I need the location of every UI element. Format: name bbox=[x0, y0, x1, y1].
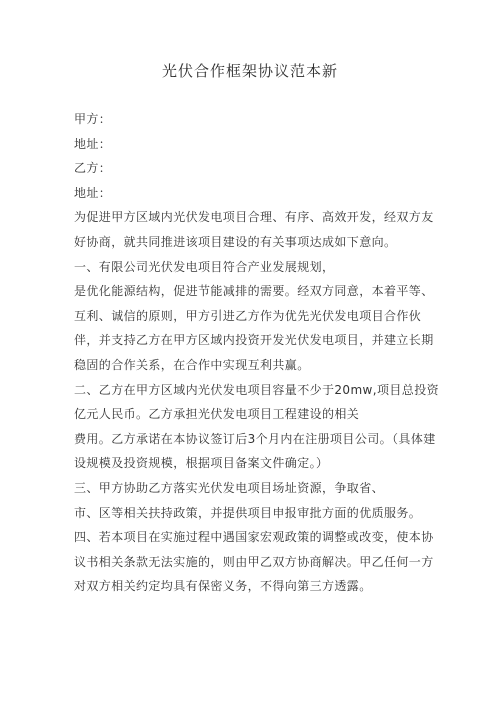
clause-1-line: 一、有限公司光伏发电项目符合产业发展规划， bbox=[74, 259, 335, 274]
clause-1-line: 是优化能源结构，促进节能减排的需要。经双方同意，本着平等、 bbox=[74, 284, 434, 299]
clause-2-line: 设规模及投资规模，根据项目备案文件确定。） bbox=[74, 456, 329, 471]
clause-3-line: 三、甲方协助乙方落实光伏发电项目场址资源，争取省、 bbox=[74, 480, 385, 495]
party-b-label: 乙方： bbox=[74, 161, 112, 176]
party-a-address-label: 地址： bbox=[74, 136, 112, 151]
clause-2-line: 费用。乙方承诺在本协议签订后3个月内在注册项目公司。（具体建 bbox=[74, 431, 436, 446]
clause-1-line: 稳固的合作关系，在合作中实现互利共赢。 bbox=[74, 357, 310, 372]
preamble-line: 好协商，就共同推进该项目建设的有关事项达成如下意向。 bbox=[74, 234, 397, 249]
preamble-line: 为促进甲方区域内光伏发电项目合理、有序、高效开发，经双方友 bbox=[74, 210, 434, 225]
clause-2-line: 二、乙方在甲方区域内光伏发电项目容量不少于20mw,项目总投资 bbox=[74, 382, 439, 397]
party-b-address-label: 地址： bbox=[74, 185, 112, 200]
clause-1-line: 伴，并支持乙方在甲方区域内投资开发光伏发电项目，并建立长期 bbox=[74, 333, 434, 348]
document-title: 光伏合作框架协议范本新 bbox=[161, 62, 338, 80]
clause-4-line: 议书相关条款无法实施的，则由甲乙双方协商解决。甲乙任何一方 bbox=[74, 554, 434, 569]
clause-4-line: 四、若本项目在实施过程中遇国家宏观政策的调整或改变，使本协 bbox=[74, 530, 434, 545]
clause-4-line: 对双方相关约定均具有保密义务，不得向第三方透露。 bbox=[74, 579, 372, 594]
party-a-label: 甲方： bbox=[74, 112, 112, 126]
clause-3-line: 市、区等相关扶持政策，并提供项目申报审批方面的优质服务。 bbox=[74, 505, 422, 520]
clause-1-line: 互利、诚信的原则，甲方引进乙方作为优先光伏发电项目合作伙 bbox=[74, 308, 422, 323]
document-body bbox=[74, 107, 439, 599]
clause-2-line: 亿元人民币。乙方承担光伏发电项目工程建设的相关 bbox=[74, 407, 360, 422]
